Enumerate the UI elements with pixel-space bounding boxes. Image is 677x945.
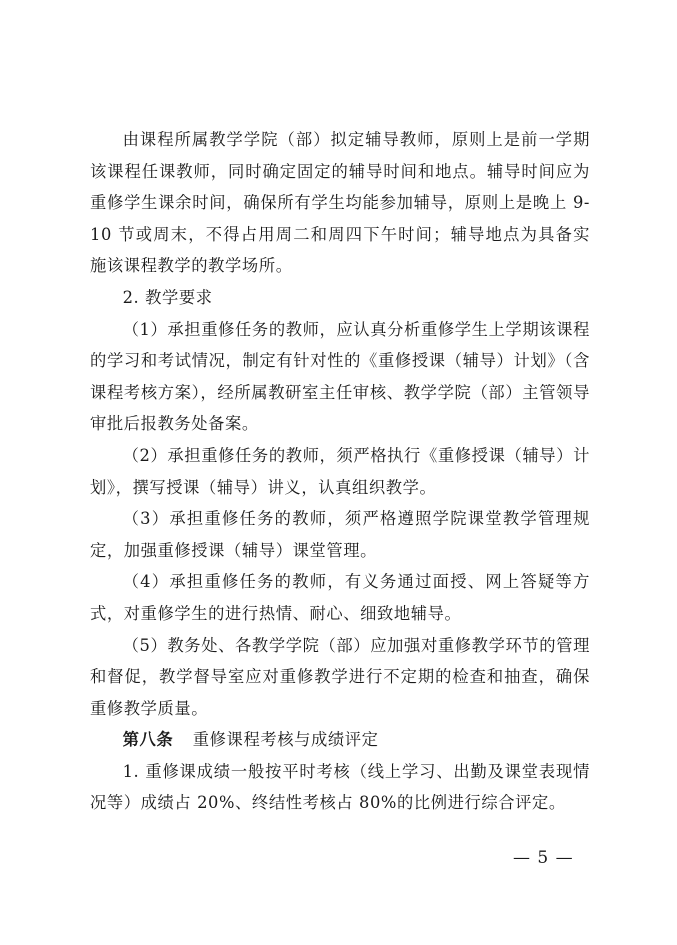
paragraph-requirement-3: （3）承担重修任务的教师，须严格遵照学院课堂教学管理规定，加强重修授课（辅导）课堂管理。 bbox=[90, 509, 590, 560]
heading-teaching-requirements: 2. 教学要求 bbox=[122, 287, 213, 307]
article-number: 第八条 bbox=[122, 730, 174, 750]
paragraph-tutor-assignment: 由课程所属教学学院（部）拟定辅导教师，原则上是前一学期该课程任课教师，同时确定固定的辅导时间和地点。辅导时间应为重修学生课余时间，确保所有学生均能参加辅导，原则上是晚上 9-10 节或周末，不得占用周二和周四下午时间；辅导地点为具备实施该课程教学的教学场所。 bbox=[90, 130, 590, 276]
article-heading bbox=[90, 724, 590, 756]
paragraph-grading-rule: 1. 重修课成绩一般按平时考核（线上学习、出勤及课堂表现情况等）成绩占 20%、终结性考核占 80%的比例进行综合评定。 bbox=[90, 761, 590, 813]
paragraph-requirement-2: （2）承担重修任务的教师，须严格执行《重修授课（辅导）计划》，撰写授课（辅导）讲义，认真组织教学。 bbox=[90, 445, 590, 497]
paragraph-requirement-4: （4）承担重修任务的教师，有义务通过面授、网上答疑等方式，对重修学生的进行热情、耐心、细致地辅导。 bbox=[90, 572, 590, 623]
paragraph-requirement-5: （5）教务处、各教学学院（部）应加强对重修教学环节的管理和督促，教学督导室应对重修教学进行不定期的检查和抽查，确保重修教学质量。 bbox=[90, 635, 590, 718]
page-number: — 5 — bbox=[513, 848, 574, 868]
page-body bbox=[90, 124, 590, 819]
article-title: 重修课程考核与成绩评定 bbox=[192, 730, 379, 750]
paragraph-requirement-1: （1）承担重修任务的教师，应认真分析重修学生上学期该课程的学习和考试情况，制定有针对性的《重修授课（辅导）计划》（含课程考核方案），经所属教研室主任审核、教学学院（部）主管领导审批后报教务处备案。 bbox=[90, 319, 590, 434]
